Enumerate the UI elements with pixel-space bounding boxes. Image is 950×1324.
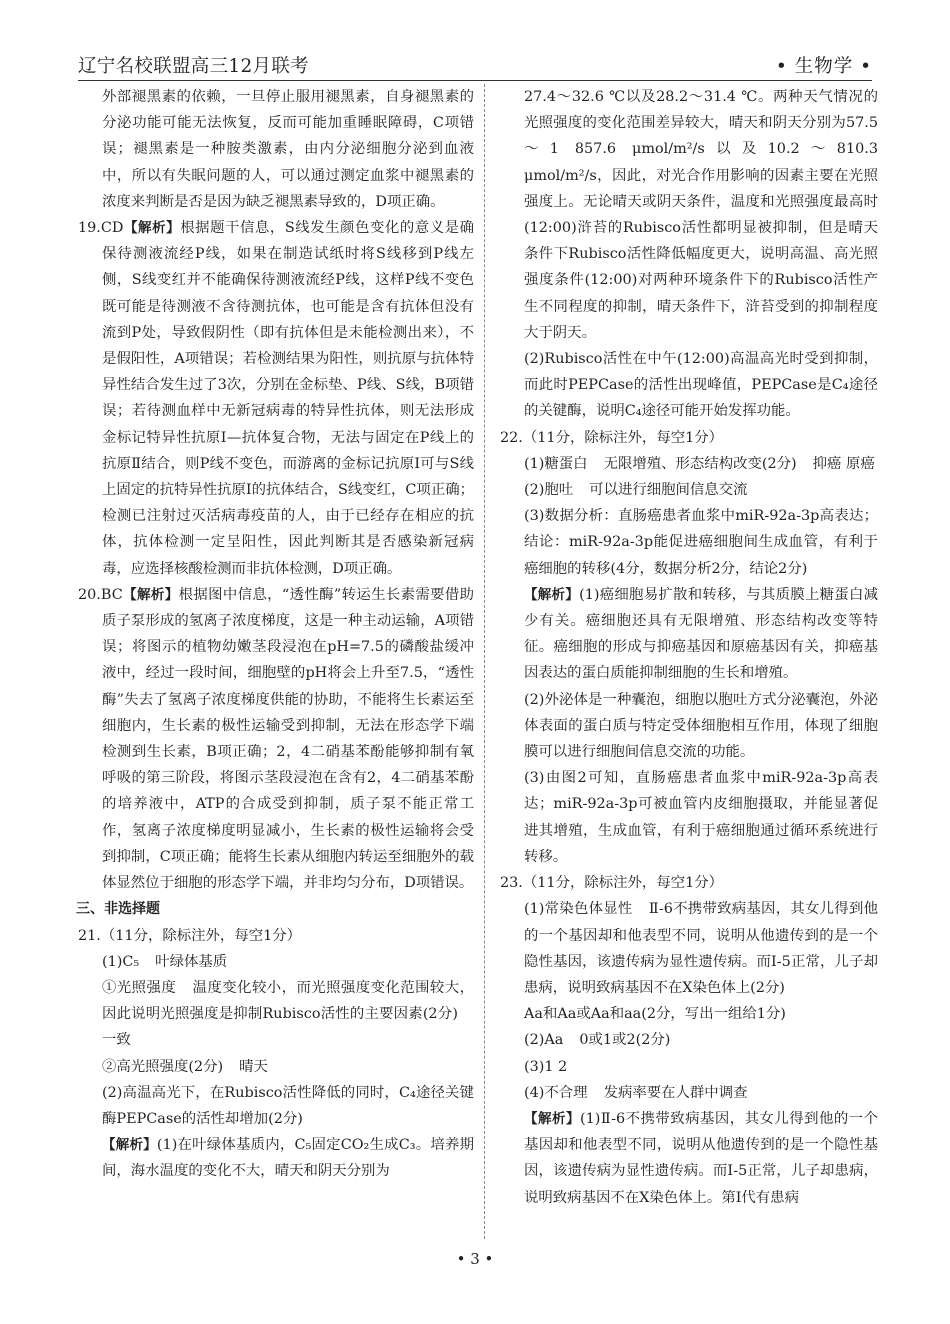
analysis-text: 根据图中信息，“透性酶”转运生长素需要借助质子泵形成的氢离子浓度梯度，这是一种主动运输，A项错误；将图示的植物幼嫩茎段浸泡在pH=7.5的磷酸盐缓冲液中，经过一段时间，细胞壁的pH将会上升至7.5，“透性酶”失去了氢离子浓度梯度供能的协助，不能将生长素运至细胞内，生长素的极性运输受到抑制，无法在形态学下端检测到生长素，B项正确；2，4二硝基苯酚能够抑制有氧呼吸的第三阶段，将图示茎段浸泡在含有2，4二硝基苯酚的培养液中，ATP的合成受到抑制，质子泵不能正常工作，氢离子浓度梯度明显减小，生长素的极性运输将会受到抑制，C项正确；能将生长素从细胞内转运至细胞外的载体显然位于细胞的形态学下端，并非均匀分布，D项错误。 <box>102 586 475 892</box>
right-column <box>498 84 878 1211</box>
question-23-score <box>498 870 878 896</box>
analysis-continuation: 27.4～32.6 ℃以及28.2～31.4 ℃。两种天气情况的光照强度的变化范围差异较大，晴天和阴天分别为57.5～1 857.6 μmol/m²/s以及10.2～810.3 μmol/m²/s，因此，对光合作用影响的因素主要在光照强度上。无论晴天或阴天条件，温度和光照强度最高时(12:00)浒苔的Rubisco活性都明显被抑制，但是晴天条件下Rubisco活性降低幅度更大，说明高温、高光照强度条件(12:00)对两种环境条件下的Rubisco活性产生不同程度的抑制，晴天条件下，浒苔受到的抑制程度大于阴天。 <box>524 89 878 341</box>
answer-text: 2 <box>558 1058 568 1075</box>
question-20-answer <box>76 582 474 896</box>
answer-text: 无限增殖、形态结构改变(2分) <box>603 455 797 472</box>
analysis-paragraph <box>498 582 878 687</box>
answer-line: (3)数据分析：直肠癌患者血浆中miR-92a-3p高表达；结论：miR-92a-3p能促进癌细胞间生成血管，有利于癌细胞的转移(4分，数据分析2分，结论2分) <box>524 508 878 577</box>
analysis-paragraph: (2)外泌体是一种囊泡，细胞以胞吐方式分泌囊泡，外泌体表面的蛋白质与特定受体细胞相互作用，体现了细胞膜可以进行细胞间信息交流的功能。 <box>524 691 878 761</box>
left-column <box>76 84 474 1185</box>
question-number: 23. <box>500 875 523 892</box>
answer-text: (1)常染色体显性 <box>524 901 633 918</box>
answer-text: Ⅱ-6不携带致病基因，其女儿得到他的一个基因却和他表型不同，说明从他遗传到的是一个隐性基因，该遗传病为显性遗传病。而Ⅰ-5正常，儿子却患病，说明致病基因不在X染色体上(2分) <box>524 901 878 996</box>
answer-line <box>498 477 878 503</box>
analysis-text: (1)Ⅱ-6不携带致病基因，其女儿得到他的一个基因却和他表型不同，说明从他遗传到的是一个隐性基因，该遗传病为显性遗传病。而Ⅰ-5正常，儿子却患病，说明致病基因不在X染色体上。第Ⅰ代有患病 <box>524 1110 879 1206</box>
answer-text: (4)不合理 <box>524 1084 588 1101</box>
header-rule <box>78 80 872 81</box>
answer-text: 晴天 <box>239 1058 268 1075</box>
score-note: （11分，除标注外，每空1分） <box>522 429 724 446</box>
answer-choice: BC <box>100 586 123 603</box>
answer-line <box>498 896 878 1001</box>
answer-text: (2)Aa <box>524 1032 564 1049</box>
question-21-score <box>76 923 474 949</box>
score-note: （11分，除标注外，每空1分） <box>100 927 302 944</box>
score-note: （11分，除标注外，每空1分） <box>522 875 724 892</box>
answer-text: 可以进行细胞间信息交流 <box>589 482 748 499</box>
answer-line <box>498 1027 878 1053</box>
answer-continuation-paragraph: 外部褪黑素的依赖，一旦停止服用褪黑素，自身褪黑素的分泌功能可能无法恢复，反而可能加重睡眠障碍，C项错误；褪黑素是一种胺类激素，由内分泌细胞分泌到血液中，所以有失眠问题的人，可以通过测定血浆中褪黑素的浓度来判断是否是因为缺乏褪黑素导致的，D项正确。 <box>102 89 474 210</box>
answer-line <box>498 451 878 477</box>
subject-label: • 生物学 • <box>775 56 872 77</box>
question-number: 22. <box>500 429 523 446</box>
answer-text: (3)1 <box>524 1058 554 1075</box>
exam-title: 辽宁名校联盟高三12月联考 <box>78 56 309 77</box>
analysis-text: (1)癌细胞易扩散和转移，与其质膜上糖蛋白减少有关。癌细胞还具有无限增殖、形态结构改变等特征。癌细胞的形成与抑癌基因和原癌基因有关，抑癌基因表达的蛋白质能抑制细胞的生长和增殖。 <box>524 586 878 682</box>
answer-text: 原癌 <box>846 455 875 472</box>
analysis-label: 【解析】 <box>524 586 580 603</box>
answer-line <box>76 975 474 1054</box>
answer-text: ②高光照强度(2分) <box>102 1058 224 1075</box>
analysis-paragraph: (3)由图2可知，直肠癌患者血浆中miR-92a-3p高表达；miR-92a-3p可被血管内皮细胞摄取，并能显著促进其增殖，生成血管，有利于癌细胞通过循环系统进行转移。 <box>524 770 878 865</box>
question-22-score <box>498 425 878 451</box>
answer-line: (2)高温高光下，在Rubisco活性降低的同时，C₄途径关键酶PEPCase的活性却增加(2分) <box>102 1084 474 1127</box>
analysis-paragraph <box>76 1132 474 1184</box>
question-19-answer <box>76 215 474 582</box>
answer-line <box>76 1054 474 1080</box>
analysis-label: 【解析】 <box>122 586 179 603</box>
answer-line <box>498 1080 878 1106</box>
analysis-text: (1)在叶绿体基质内，C₅固定CO₂生成C₃。培养期间，海水温度的变化不大，晴天和阴天分别为 <box>102 1137 475 1180</box>
page-number: • 3 • <box>456 1250 494 1268</box>
answer-text: ①光照强度 <box>102 979 177 996</box>
answer-line: Aa和Aa或Aa和aa(2分，写出一组给1分) <box>524 1006 786 1023</box>
analysis-label: 【解析】 <box>123 220 181 237</box>
answer-text: 叶绿体基质 <box>155 953 228 970</box>
answer-text: 0或1或2(2分) <box>579 1032 671 1049</box>
analysis-text: 根据题干信息，S线发生颜色变化的意义是确保待测液流经P线，如果在制造试纸时将S线移到P线左侧，S线变红并不能确保待测液流经P线，这样P线不变色既可能是待测液不含待测抗体，也可能是含有抗体但没有流到P处，导致假阴性（即有抗体但是未能检测出来），不是假阳性，A项错误；若检测结果为阳性，则抗原与抗体特异性结合发生过了3次，分别在金标垫、P线、S线，B项错误；若待测血样中无新冠病毒的特异性抗体，则无法形成金标记特异性抗原Ⅰ—抗体复合物，无法与固定在P线上的抗原Ⅱ结合，则P线不变色，而游离的金标记抗原Ⅰ可与S线上固定的抗特异性抗原Ⅰ的抗体结合，S线变红，C项正确；检测已注射过灭活病毒疫苗的人，由于已经存在相应的抗体，抗体检测一定呈阳性，因此判断其是否感染新冠病毒，应选择核酸检测而非抗体检测，D项正确。 <box>102 220 474 577</box>
answer-line <box>498 1054 878 1080</box>
answer-text: 发病率要在人群中调查 <box>603 1084 748 1101</box>
analysis-label: 【解析】 <box>524 1110 580 1127</box>
answer-line <box>76 949 474 975</box>
question-number: 19. <box>78 220 101 237</box>
question-number: 20. <box>78 586 101 603</box>
answer-text: (1)C₅ <box>102 953 140 970</box>
question-number: 21. <box>78 927 101 944</box>
analysis-paragraph <box>498 1106 878 1211</box>
analysis-paragraph: (2)Rubisco活性在中午(12:00)高温高光时受到抑制，而此时PEPCase的活性出现峰值，PEPCase是C₄途径的关键酶，说明C₄途径可能开始发挥功能。 <box>524 351 878 420</box>
section-heading: 三、非选择题 <box>76 901 160 918</box>
answer-text: 一致 <box>102 1032 131 1049</box>
answer-text: (2)胞吐 <box>524 482 574 499</box>
answer-text: 抑癌 <box>812 455 842 472</box>
analysis-label: 【解析】 <box>102 1137 157 1154</box>
page-header <box>78 52 872 82</box>
answer-text: 温度变化较小，而光照强度变化范围较大，因此说明光照强度是抑制Rubisco活性的主要因素(2分) <box>102 979 474 1023</box>
answer-choice: CD <box>100 220 124 237</box>
answer-text: (1)糖蛋白 <box>524 455 588 472</box>
column-divider <box>484 84 485 1239</box>
